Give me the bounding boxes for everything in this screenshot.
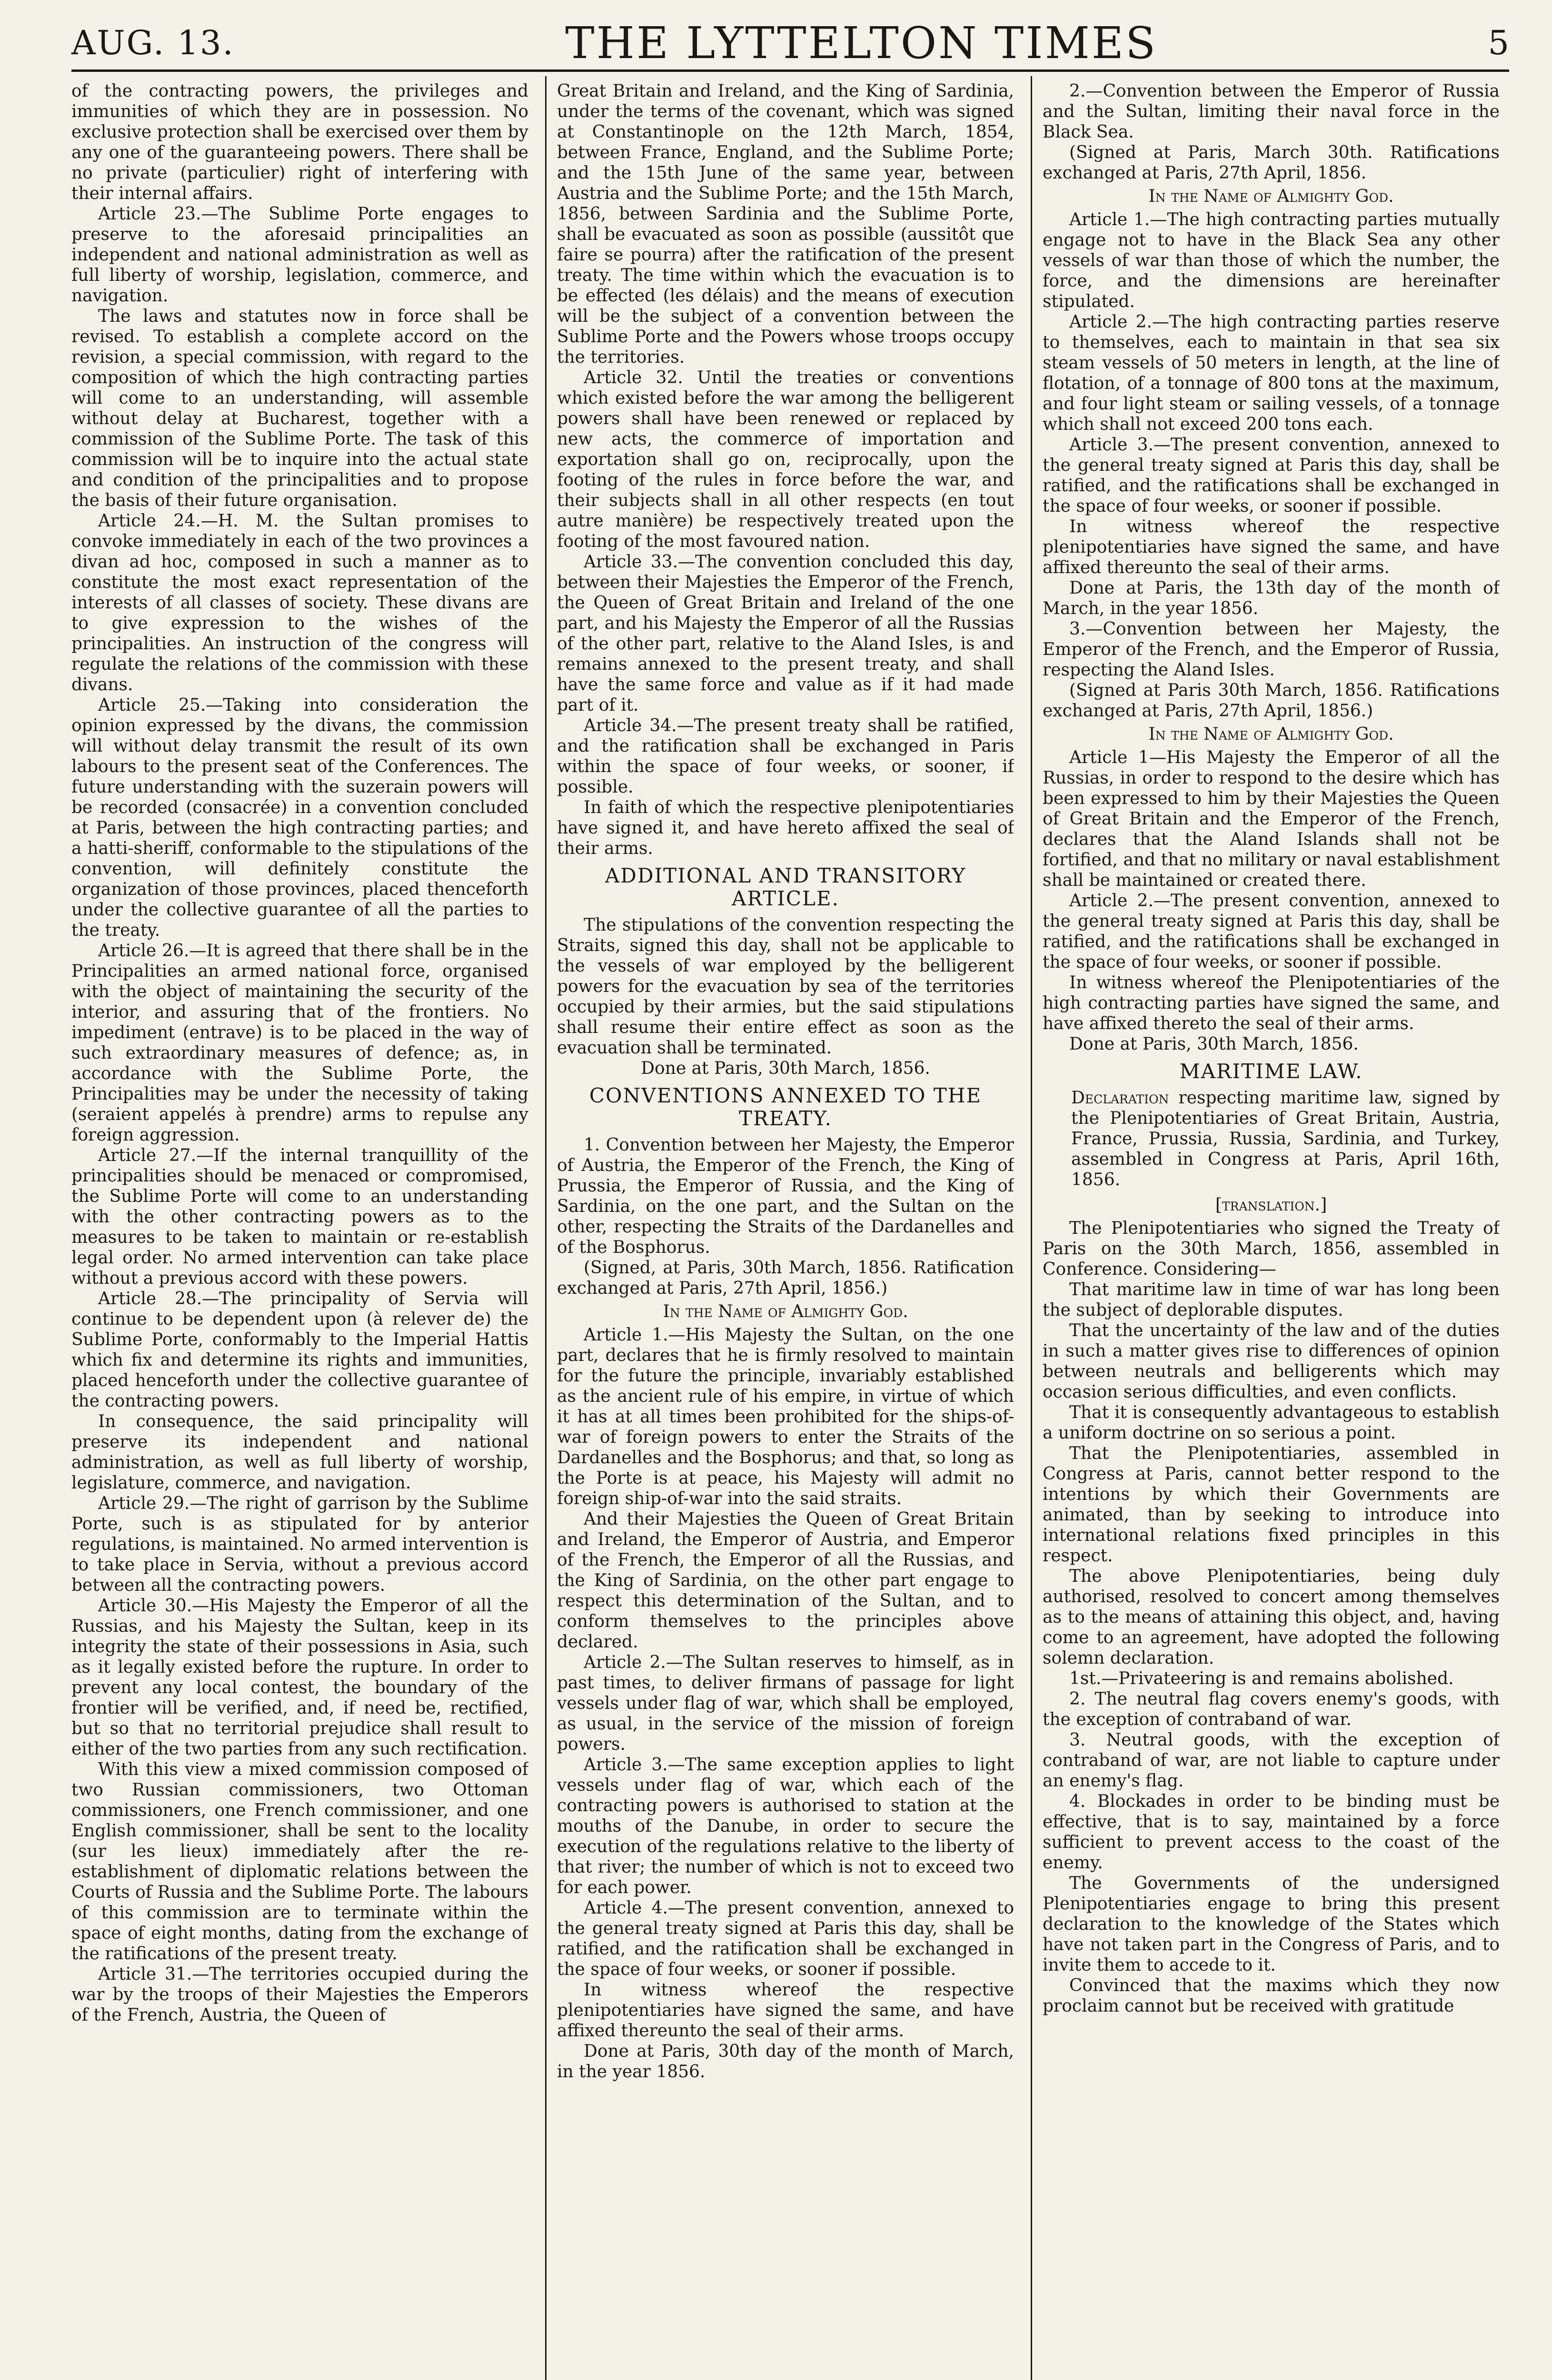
dateline: Done at Paris, 30th March, 1856. — [641, 1059, 930, 1078]
article-paragraph: In consequence, the said principality will preserve its independent and national administration, as well as full liberty of worship, legislature, commerce, and navigation. — [71, 1412, 528, 1493]
issue-date: AUG. 13. — [71, 23, 235, 62]
article-paragraph: Article 1.—The high contracting parties mutually engage not to have in the Black Sea any other vessels of war than those of which the number, the force, and the dimensions are hereinafter stipulated. — [1043, 210, 1500, 311]
article-paragraph: (Signed at Paris 30th March, 1856. Ratifications exchanged at Paris, 27th April, 1856.) — [1043, 681, 1500, 721]
article-paragraph: 3. Neutral goods, with the exception of contraband of war, are not liable to capture under an enemy's flag. — [1043, 1730, 1500, 1791]
article-paragraph: Done at Paris, the 13th day of the month of March, in the year 1856. — [1043, 578, 1500, 618]
invocation-line: In the Name of Almighty God. — [663, 1302, 908, 1321]
declaration-text: respecting maritime law, signed by the Plenipotentiaries of Great Britain, Austria, France, Prussia, Russia, Sardinia, and Turkey, assembled in Congress at Paris, April 16th, 1856. — [1071, 1088, 1500, 1190]
article-paragraph: The Plenipotentiaries who signed the Treaty of Paris on the 30th March, 1856, assembled in Conference. Considering— — [1043, 1219, 1500, 1279]
article-paragraph: Article 1—His Majesty the Emperor of all the Russias, in order to respond to the desire which has been expressed to him by their Majesties the Queen of Great Britain and the Emperor of the French, declares that the Aland Islands shall not be fortified, and that no military or naval establishment shall be maintained or created there. — [1043, 748, 1500, 890]
declaration-lead-word: Declaration — [1071, 1088, 1169, 1108]
article-paragraph: Article 26.—It is agreed that there shall be in the Principalities an armed national force, organised with the object of maintaining the security of the interior, and assuring that of the frontiers. No impediment (entrave) is to be placed in the way of such extraordinary measures of defence; as, in accordance with the Sublime Porte, the Principalities may be under the necessity of taking (seraient appelés à prendre) arms to repulse any foreign aggression. — [71, 941, 528, 1145]
column-2 — [557, 81, 1014, 2380]
continued-paragraph: Great Britain and Ireland, and the King of Sardinia, under the terms of the covenant, which was signed at Constantinople on the 12th March, 1854, between France, England, and the Sublime Porte; and the 15th June of the same year, between Austria and the Sublime Porte; and the 15th March, 1856, between Sardinia and the Sublime Porte, shall be evacuated as soon as possible (aussitôt que faire se pourra) after the ratification of the present treaty. The time within which the evacuation is to be effected (les délais) and the means of execution will be the subject of a convention between the Sublime Porte and the Powers whose troops occupy the territories. — [557, 81, 1014, 367]
continued-paragraph: of the contracting powers, the privileges and immunities of which they are in possession. No exclusive protection shall be exercised over them by any one of the guaranteeing powers. There shall be no private (particulier) right of interfering with their internal affairs. — [71, 81, 528, 203]
page-number: 5 — [1488, 23, 1509, 62]
article-paragraph: That the Plenipotentiaries, assembled in Congress at Paris, cannot better respond to the intentions by which their Governments are animated, than by seeking to introduce into international relations fixed principles in this respect. — [1043, 1444, 1500, 1566]
article-paragraph: Article 29.—The right of garrison by the Sublime Porte, such is as stipulated for by anterior regulations, is maintained. No armed intervention is to take place in Servia, without a previous accord between all the contracting powers. — [71, 1494, 528, 1595]
column-divider — [1031, 76, 1032, 2380]
article-paragraph: That the uncertainty of the law and of the duties in such a matter gives rise to differences of opinion between neutrals and belligerents which may occasion serious difficulties, and even conflicts. — [1043, 1321, 1500, 1402]
article-paragraph: Article 33.—The convention concluded this day, between their Majesties the Emperor of the French, the Queen of Great Britain and Ireland of the one part, and his Majesty the Emperor of all the Russias of the other part, relative to the Aland Isles, is and remains annexed to the present treaty, and shall have the same force and value as if it had made part of it. — [557, 552, 1014, 715]
article-paragraph: (Signed, at Paris, 30th March, 1856. Ratification exchanged at Paris, 27th April, 1856.) — [557, 1258, 1014, 1298]
article-paragraph: Article 30.—His Majesty the Emperor of all the Russias, and his Majesty the Sultan, keep in its integrity the state of their possessions in Asia, such as it legally existed before the rupture. In order to prevent any local contest, the boundary of the frontier will be verified, and, if need be, rectified, but so that no territorial prejudice shall result to either of the two parties from any such rectification. — [71, 1596, 528, 1759]
article-paragraph: Article 34.—The present treaty shall be ratified, and the ratification shall be exchanged in Paris within the space of four weeks, or sooner, if possible. — [557, 716, 1014, 797]
invocation-line: [translation.] — [1215, 1195, 1327, 1215]
newspaper-title: THE LYTTELTON TIMES — [565, 17, 1157, 69]
article-paragraph: Convinced that the maxims which they now proclaim cannot but be received with gratitude — [1043, 1976, 1500, 2016]
article-paragraph: Article 1.—His Majesty the Sultan, on the one part, declares that he is firmly resolved to maintain for the future the principle, invariably established as the ancient rule of his empire, in virtue of which it has at all times been prohibited for the ships-of-war of foreign powers to enter the Straits of the Dardanelles and the Bosphorus; and that, so long as the Porte is at peace, his Majesty will admit no foreign ship-of-war into the said straits. — [557, 1325, 1014, 1508]
article-paragraph: Done at Paris, 30th March, 1856. — [1069, 1034, 1359, 1054]
article-paragraph: Article 2.—The high contracting parties reserve to themselves, each to maintain in that sea six steam vessels of 50 meters in length, at the line of flotation, of a tonnage of 800 tons at the maximum, and four light steam or sailing vessels, of a tonnage which shall not exceed 200 tons each. — [1043, 312, 1500, 434]
column-divider — [545, 76, 547, 2380]
article-paragraph: 3.—Convention between her Majesty, the Emperor of the French, and the Emperor of Russia, respecting the Aland Isles. — [1043, 619, 1500, 680]
article-paragraph: In witness whereof the Plenipotentiaries of the high contracting parties have signed the same, and have affixed thereto the seal of their arms. — [1043, 973, 1500, 1033]
article-paragraph: Article 3.—The present convention, annexed to the general treaty signed at Paris this day, shall be ratified, and the ratifications shall be exchanged in the space of four weeks, or sooner if possible. — [1043, 435, 1500, 516]
article-paragraph: And their Majesties the Queen of Great Britain and Ireland, the Emperor of Austria, and Emperor of the French, the Emperor of all the Russias, and the King of Sardinia, on the other part engage to respect this determination of the Sultan, and to conform themselves to the principles above declared. — [557, 1509, 1014, 1652]
article-paragraph: In witness whereof the respective plenipotentiaries have signed the same, and have affixed thereunto the seal of their arms. — [557, 1980, 1014, 2041]
article-paragraph: 2.—Convention between the Emperor of Russia and the Sultan, limiting their naval force in the Black Sea. — [1043, 81, 1500, 142]
article-paragraph: 4. Blockades in order to be binding must be effective, that is to say, maintained by a force sufficient to prevent access to the coast of the enemy. — [1043, 1792, 1500, 1873]
article-paragraph: 2. The neutral flag covers enemy's goods, with the exception of contraband of war. — [1043, 1689, 1500, 1729]
article-paragraph: Article 23.—The Sublime Porte engages to preserve to the aforesaid principalities an independent and national administration as well as full liberty of worship, legislation, commerce, and navigation. — [71, 204, 528, 306]
article-paragraph: In faith of which the respective plenipotentiaries have signed it, and have hereto affixed the seal of their arms. — [557, 798, 1014, 858]
article-paragraph: Article 2.—The Sultan reserves to himself, as in past times, to deliver firmans of passage for light vessels under flag of war, which shall be employed, as usual, in the service of the mission of foreign powers. — [557, 1653, 1014, 1754]
article-paragraph: Article 25.—Taking into consideration the opinion expressed by the divans, the commission will without delay transmit the result of its own labours to the present seat of the Conferences. The future understanding with the suzerain powers will be recorded (consacrée) in a convention concluded at Paris, between the high contracting parties; and a hatti-sheriff, conformable to the stipulations of the convention, will definitely constitute the organization of those provinces, placed thenceforth under the collective guarantee of all the parties to the treaty. — [71, 695, 528, 940]
article-paragraph: In witness whereof the respective plenipotentiaries have signed the same, and have affixed thereunto the seal of their arms. — [1043, 517, 1500, 577]
article-paragraph: Article 24.—H. M. the Sultan promises to convoke immediately in each of the two provinces a divan ad hoc, composed in such a manner as to constitute the most exact representation of the interests of all classes of society. These divans are to give expression to the wishes of the principalities. An instruction of the congress will regulate the relations of the commission with these divans. — [71, 511, 528, 694]
invocation-line: In the Name of Almighty God. — [1148, 187, 1394, 206]
masthead — [71, 14, 1509, 71]
article-paragraph: 1st.—Privateering is and remains abolished. — [1069, 1669, 1454, 1688]
article-paragraph: Article 28.—The principality of Servia will continue to be dependent upon (à relever de) the Sublime Porte, conformably to the Imperial Hattis which fix and determine its rights and immunities, placed henceforth under the collective guarantee of the contracting powers. — [71, 1289, 528, 1411]
article-paragraph: Article 4.—The present convention, annexed to the general treaty signed at Paris this day, shall be ratified, and the ratification shall be exchanged in the space of four weeks, or sooner if possible. — [557, 1898, 1014, 1979]
section-heading: CONVENTIONS ANNEXED TO THE TREATY. — [589, 1084, 982, 1130]
article-paragraph: Article 31.—The territories occupied during the war by the troops of their Majesties the Emperors of the French, Austria, the Queen of — [71, 1964, 528, 2025]
article-paragraph: The stipulations of the convention respecting the Straits, signed this day, shall not be applicable to the vessels of war employed by the belligerent powers for the evacuation by sea of the territories occupied by their armies, but the said stipulations shall resume their entire effect as soon as the evacuation shall be terminated. — [557, 915, 1014, 1058]
article-paragraph: (Signed at Paris, March 30th. Ratifications exchanged at Paris, 27th April, 1856. — [1043, 143, 1500, 183]
article-paragraph: With this view a mixed commission composed of two Russian commissioners, two Ottoman commissioners, one French commissioner, and one English commissioner, shall be sent to the locality (sur les lieux) immediately after the re-establishment of diplomatic relations between the Courts of Russia and the Sublime Porte. The labours of this commission are to terminate within the space of eight months, dating from the exchange of the ratifications of the present treaty. — [71, 1760, 528, 1964]
invocation-line: In the Name of Almighty God. — [1148, 724, 1394, 744]
section-heading: MARITIME LAW. — [1179, 1060, 1363, 1083]
article-paragraph: That it is consequently advantageous to establish a uniform doctrine on so serious a point. — [1043, 1403, 1500, 1443]
article-paragraph: Article 2.—The present convention, annexed to the general treaty signed at Paris this day, shall be ratified, and the ratifications shall be exchanged in the space of four weeks, or sooner if possible. — [1043, 891, 1500, 972]
column-3 — [1043, 81, 1500, 2380]
article-paragraph: Done at Paris, 30th day of the month of March, in the year 1856. — [557, 2042, 1014, 2082]
article-paragraph: The above Plenipotentiaries, being duly authorised, resolved to concert among themselves as to the means of attaining this object, and, having come to an agreement, have adopted the following solemn declaration. — [1043, 1567, 1500, 1668]
section-heading: ADDITIONAL AND TRANSITORY ARTICLE. — [605, 864, 966, 910]
article-paragraph: The laws and statutes now in force shall be revised. To establish a complete accord on the revision, a special commission, with regard to the composition of which the high contracting parties will come to an understanding, will assemble without delay at Bucharest, together with a commission of the Sublime Porte. The task of this commission will be to inquire into the actual state and condition of the principalities and to propose the basis of their future organisation. — [71, 307, 528, 510]
article-paragraph: 1. Convention between her Majesty, the Emperor of Austria, the Emperor of the French, the King of Prussia, the Emperor of Russia, and the King of Sardinia, on the one part, and the Sultan on the other, respecting the Straits of the Dardanelles and of the Bosphorus. — [557, 1135, 1014, 1257]
article-paragraph: That maritime law in time of war has long been the subject of deplorable disputes. — [1043, 1280, 1500, 1320]
article-paragraph: Article 3.—The same exception applies to light vessels under flag of war, which each of the contracting powers is authorised to station at the mouths of the Danube, in order to secure the execution of the regulations relative to the liberty of that river; the number of which is not to exceed two for each power. — [557, 1755, 1014, 1897]
article-paragraph: The Governments of the undersigned Plenipotentiaries engage to bring this present declaration to the knowledge of the States which have not taken part in the Congress of Paris, and to invite them to accede to it. — [1043, 1874, 1500, 1975]
masthead-rule — [71, 69, 1509, 72]
column-1 — [71, 81, 528, 2380]
article-paragraph: Article 27.—If the internal tranquillity of the principalities should be menaced or compromised, the Sublime Porte will come to an understanding with the other contracting powers as to the measures to be taken to maintain or re-establish legal order. No armed intervention can take place without a previous accord with these powers. — [71, 1146, 528, 1288]
declaration-heading — [1043, 1088, 1500, 1190]
article-paragraph: Article 32. Until the treaties or conventions which existed before the war among the belligerent powers shall have been renewed or replaced by new acts, the commerce of importation and exportation shall go on, reciprocally, upon the footing of the rules in force before the war, and their subjects shall in all other respects (en tout autre manière) be respectively treated upon the footing of the most favoured nation. — [557, 368, 1014, 551]
